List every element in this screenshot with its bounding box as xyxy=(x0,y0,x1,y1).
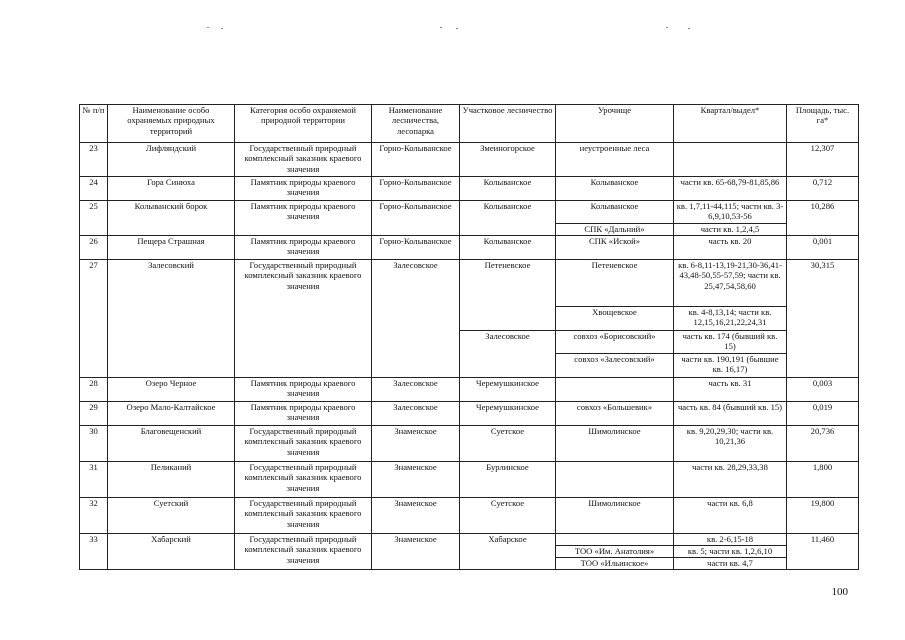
table-row xyxy=(80,378,859,402)
area-name: Залесовский xyxy=(108,260,235,378)
row-num: 27 xyxy=(80,260,108,378)
area-category: Государственный природный комплексный заказник краевого значения xyxy=(235,462,372,498)
forestry-name: Знаменское xyxy=(372,534,460,570)
district-forestry: Бурлинское xyxy=(460,462,556,498)
area-category: Памятник природы краевого значения xyxy=(235,177,372,201)
district-forestry: Петеневское xyxy=(460,260,556,331)
area-category: Государственный природный комплексный заказник краевого значения xyxy=(235,426,372,462)
col-district-header: Участковое лесничество xyxy=(460,105,556,143)
tract-name: ТОО «Им. Анатолия» xyxy=(556,546,674,558)
tract-name xyxy=(556,378,674,402)
row-num: 30 xyxy=(80,426,108,462)
area-size: 19,800 xyxy=(787,498,859,534)
scan-speck xyxy=(207,27,209,28)
area-name: Лифляндский xyxy=(108,143,235,177)
row-num: 29 xyxy=(80,402,108,426)
forestry-name: Горно-Колыванское xyxy=(372,177,460,201)
page-number: 100 xyxy=(831,586,848,598)
quarter-allotment xyxy=(674,143,787,177)
table-row xyxy=(80,534,859,546)
district-forestry: Колыванское xyxy=(460,201,556,236)
quarter-allotment: кв. 9,20,29,30; части кв. 10,21,36 xyxy=(674,426,787,462)
area-size: 0,019 xyxy=(787,402,859,426)
row-num: 31 xyxy=(80,462,108,498)
area-category: Государственный природный комплексный заказник краевого значения xyxy=(235,143,372,177)
area-size: 30,315 xyxy=(787,260,859,378)
area-category: Памятник природы краевого значения xyxy=(235,236,372,260)
scan-speck xyxy=(456,28,458,29)
forestry-name: Залесовское xyxy=(372,378,460,402)
tract-name: Колыванское xyxy=(556,177,674,201)
quarter-allotment: части кв. 28,29,33,38 xyxy=(674,462,787,498)
table-row xyxy=(80,402,859,426)
area-name: Озеро Мало-Калтайское xyxy=(108,402,235,426)
quarter-allotment: части кв. 1,2,4,5 xyxy=(674,224,787,236)
area-name: Хабарский xyxy=(108,534,235,570)
tract-name: Петеневское xyxy=(556,260,674,307)
scan-speck xyxy=(666,27,668,28)
area-size: 0,003 xyxy=(787,378,859,402)
tract-name: Хвощевское xyxy=(556,307,674,331)
area-category: Памятник природы краевого значения xyxy=(235,402,372,426)
area-category: Государственный природный комплексный заказник краевого значения xyxy=(235,534,372,570)
area-name: Пеликаний xyxy=(108,462,235,498)
row-num: 28 xyxy=(80,378,108,402)
col-tract-header: Урочище xyxy=(556,105,674,143)
quarter-allotment: кв. 2-6,15-18 xyxy=(674,534,787,546)
tract-name: СПК «Дальний» xyxy=(556,224,674,236)
quarter-allotment: части кв. 6,8 xyxy=(674,498,787,534)
district-forestry: Суетское xyxy=(460,498,556,534)
quarter-allotment: части кв. 190,191 (бывшие кв. 16,17) xyxy=(674,354,787,378)
table-header-row xyxy=(80,105,859,143)
col-forestry-header: Наименование лесничества, лесопарка xyxy=(372,105,460,143)
row-num: 26 xyxy=(80,236,108,260)
district-forestry: Хабарское xyxy=(460,534,556,570)
area-size: 0,001 xyxy=(787,236,859,260)
quarter-allotment: кв. 1,7,11-44,115; части кв. 3-6,9,10,53-56 xyxy=(674,201,787,224)
quarter-allotment: части кв. 4,7 xyxy=(674,558,787,570)
district-forestry: Черемушкинское xyxy=(460,402,556,426)
col-quarter-header: Квартал/выдел* xyxy=(674,105,787,143)
row-num: 32 xyxy=(80,498,108,534)
area-category: Государственный природный комплексный заказник краевого значения xyxy=(235,260,372,378)
area-category: Государственный природный комплексный заказник краевого значения xyxy=(235,498,372,534)
table-row xyxy=(80,498,859,534)
quarter-allotment: кв. 5; части кв. 1,2,6,10 xyxy=(674,546,787,558)
quarter-allotment: часть кв. 31 xyxy=(674,378,787,402)
area-name: Суетский xyxy=(108,498,235,534)
area-size: 1,800 xyxy=(787,462,859,498)
area-category: Памятник природы краевого значения xyxy=(235,378,372,402)
quarter-allotment: кв. 6-8,11-13,19-21,30-36,41-43,48-50,55-57,59; части кв. 25,47,54,58,60 xyxy=(674,260,787,307)
table-row xyxy=(80,143,859,177)
area-size: 10,286 xyxy=(787,201,859,236)
col-area-header: Площадь, тыс. га* xyxy=(787,105,859,143)
quarter-allotment: часть кв. 84 (бывший кв. 15) xyxy=(674,402,787,426)
district-forestry: Залесовское xyxy=(460,331,556,378)
table-row xyxy=(80,177,859,201)
area-size: 12,307 xyxy=(787,143,859,177)
area-name: Гора Синюха xyxy=(108,177,235,201)
area-size: 20,736 xyxy=(787,426,859,462)
district-forestry: Черемушкинское xyxy=(460,378,556,402)
col-num-header: № п/п xyxy=(80,105,108,143)
area-name: Благовещенский xyxy=(108,426,235,462)
tract-name xyxy=(556,462,674,498)
table-row xyxy=(80,201,859,224)
row-num: 24 xyxy=(80,177,108,201)
area-name: Озеро Черное xyxy=(108,378,235,402)
district-forestry: Колыванское xyxy=(460,236,556,260)
area-name: Пещера Страшная xyxy=(108,236,235,260)
row-num: 25 xyxy=(80,201,108,236)
tract-name: ТОО «Ильинское» xyxy=(556,558,674,570)
col-name-header: Наименование особо охраняемых природных территорий xyxy=(108,105,235,143)
forestry-name: Горно-Колыванское xyxy=(372,236,460,260)
protected-areas-table xyxy=(79,104,859,570)
scan-speck xyxy=(688,28,690,29)
row-num: 23 xyxy=(80,143,108,177)
table-row xyxy=(80,426,859,462)
tract-name: Шимолинское xyxy=(556,498,674,534)
forestry-name: Знаменское xyxy=(372,498,460,534)
tract-name: СПК «Иской» xyxy=(556,236,674,260)
scan-speck xyxy=(221,28,223,29)
forestry-name: Залесовское xyxy=(372,260,460,378)
table-row xyxy=(80,236,859,260)
col-category-header: Категория особо охраняемой природной территории xyxy=(235,105,372,143)
tract-name: совхоз «Залесовский» xyxy=(556,354,674,378)
tract-name: Колыванское xyxy=(556,201,674,224)
forestry-name: Горно-Колыванское xyxy=(372,201,460,236)
forestry-name: Знаменское xyxy=(372,462,460,498)
district-forestry: Колыванское xyxy=(460,177,556,201)
district-forestry: Змеиногорское xyxy=(460,143,556,177)
table-row xyxy=(80,260,859,307)
forestry-name: Горно-Колыванское xyxy=(372,143,460,177)
forestry-name: Залесовское xyxy=(372,402,460,426)
area-category: Памятник природы краевого значения xyxy=(235,201,372,236)
area-size: 0,712 xyxy=(787,177,859,201)
area-size: 11,460 xyxy=(787,534,859,570)
tract-name: неустроенные леса xyxy=(556,143,674,177)
scan-speck xyxy=(440,27,442,28)
forestry-name: Знаменское xyxy=(372,426,460,462)
tract-name: Шимолинское xyxy=(556,426,674,462)
row-num: 33 xyxy=(80,534,108,570)
tract-name: совхоз «Борисовский» xyxy=(556,331,674,354)
quarter-allotment: кв. 4-8,13,14; части кв. 12,15,16,21,22,24,31 xyxy=(674,307,787,331)
district-forestry: Суетское xyxy=(460,426,556,462)
table-row xyxy=(80,462,859,498)
tract-name xyxy=(556,534,674,546)
quarter-allotment: часть кв. 20 xyxy=(674,236,787,260)
quarter-allotment: часть кв. 174 (бывший кв. 15) xyxy=(674,331,787,354)
tract-name: совхоз «Большевик» xyxy=(556,402,674,426)
area-name: Колыванский борок xyxy=(108,201,235,236)
quarter-allotment: части кв. 65-68,79-81,85,86 xyxy=(674,177,787,201)
